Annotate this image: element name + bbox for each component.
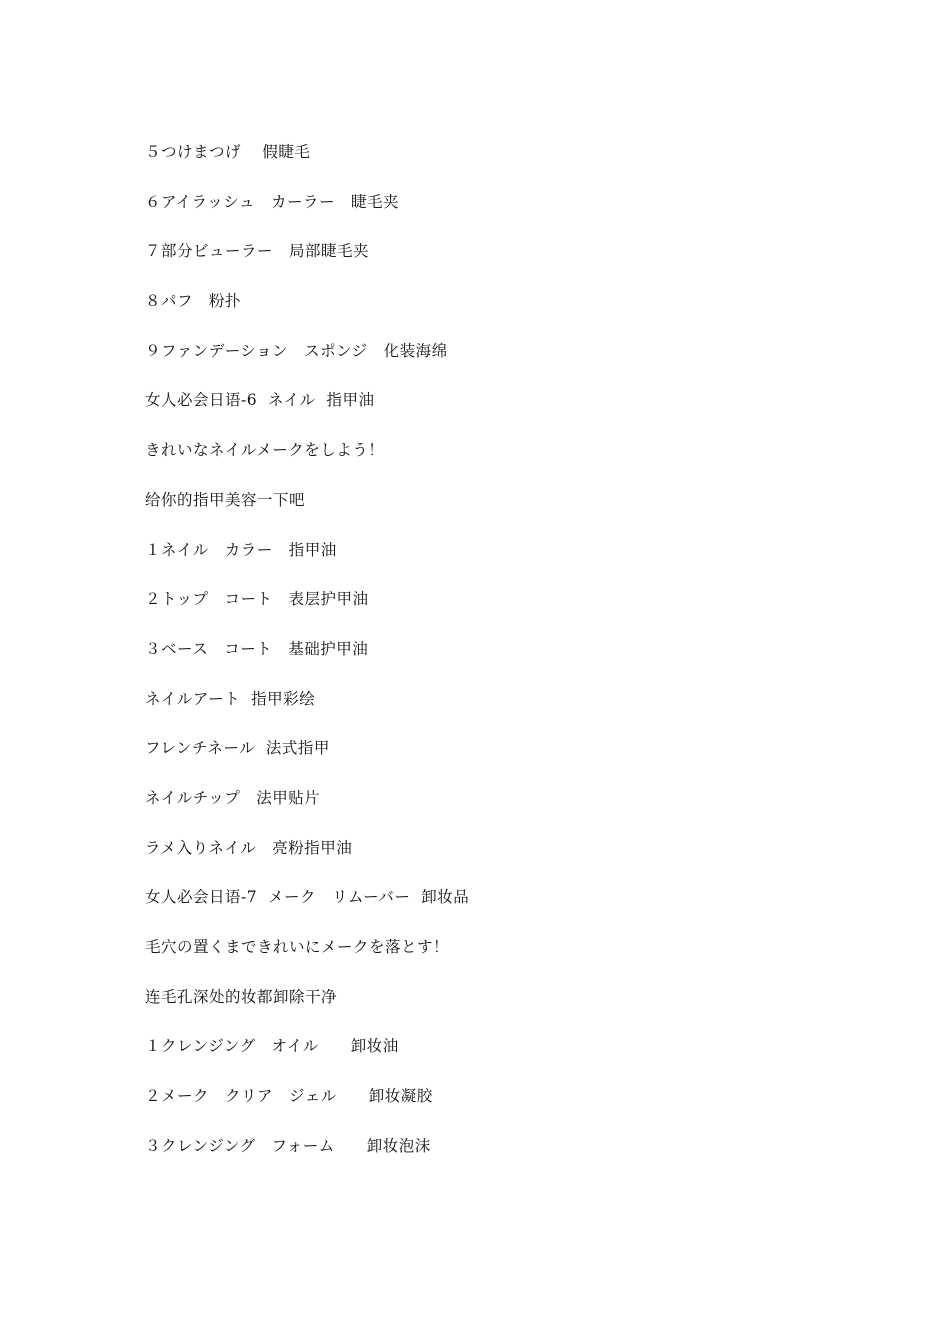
text-line: １クレンジング オイル 卸妆油: [145, 1037, 399, 1056]
text-line: 连毛孔深处的妆都卸除干净: [145, 987, 338, 1006]
text-line: 给你的指甲美容一下吧: [145, 490, 306, 509]
text-line: ２メーク クリア ジェル 卸妆凝胶: [145, 1087, 433, 1106]
text-line: １ネイル カラー 指甲油: [145, 540, 337, 559]
text-line: ６アイラッシュ カーラー 睫毛夹: [145, 192, 399, 211]
text-line: ５つけまつげ 假睫毛: [145, 143, 311, 161]
text-line: ７部分ビューラー 局部睫毛夹: [145, 242, 370, 261]
section-heading: 女人必会日语-7 メーク リムーバー 卸妆品: [145, 888, 470, 907]
text-line: ３クレンジング フォーム 卸妆泡沫: [145, 1136, 431, 1155]
text-line: ３ベース コート 基础护甲油: [145, 639, 369, 658]
text-line: ８パフ 粉扑: [145, 292, 242, 311]
text-line: ２トップ コート 表层护甲油: [145, 590, 369, 609]
text-line: ラメ入りネイル 亮粉指甲油: [145, 838, 353, 857]
section-heading: 女人必会日语-6 ネイル 指甲油: [145, 391, 375, 410]
text-line: フレンチネール 法式指甲: [145, 739, 330, 758]
text-line: ９ファンデーション スポンジ 化装海绵: [145, 341, 448, 360]
text-line: ネイルアート 指甲彩绘: [145, 689, 316, 708]
text-lines: [145, 140, 469, 1183]
text-line: きれいなネイルメークをしよう！: [145, 441, 385, 460]
text-line: ネイルチップ 法甲贴片: [145, 788, 321, 807]
text-line: 毛穴の置くまできれいにメークを落とす！: [145, 938, 450, 956]
